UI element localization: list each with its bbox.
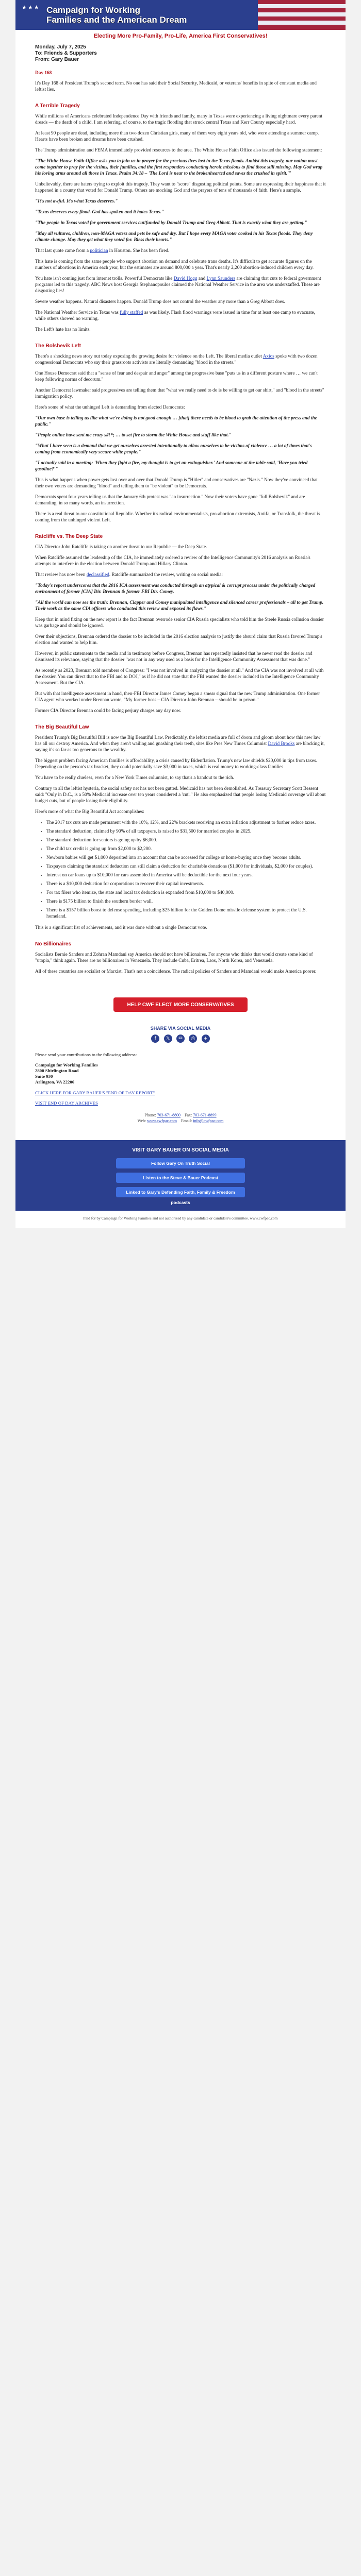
declassified-link[interactable]: declassified [86, 572, 109, 578]
paragraph: CIA Director John Ratcliffe is taking on another threat to our Republic — the Deep State. [35, 545, 207, 550]
email-icon[interactable]: ✉ [176, 1035, 185, 1043]
quote: "Texas deserves every flood. God has spoken and it hates Texas." [35, 210, 164, 215]
list-item: • Interest on car loans up to $10,000 for cars assembled in America will be deductible for the next four years. [46, 872, 326, 878]
quote: "People online have sent me crazy s#!*; … to set fire to storm the White House and stuff like that." [35, 433, 232, 438]
paragraph: Democrats spent four years telling us that the January 6th protest was "an insurrection." Now their voters have gone "full Bolshevik" and are demanding, in so many words, an insurrection. [35, 495, 305, 506]
paragraph: This is a significant list of achievements, and it was done without a single Democrat vote. [35, 925, 207, 930]
david-brooks-link[interactable]: David Brooks [268, 741, 295, 747]
stars-icon: ★★★ [22, 4, 40, 11]
share-heading: SHARE VIA SOCIAL MEDIA [150, 1026, 211, 1031]
footer-address [35, 1052, 326, 1106]
list-item: • The 2017 tax cuts are made permanent with the 10%, 12%, and 22% brackets receiving an extra inflation adjustment to further reduce taxes. [46, 820, 326, 826]
share-icons [35, 1035, 326, 1043]
archives-link[interactable]: VISIT END OF DAY ARCHIVES [35, 1100, 98, 1106]
text: You hate isn't coming just from internet trolls. Powerful Democrats like [35, 276, 174, 281]
hogg-link[interactable]: David Hogg [173, 276, 198, 281]
text: President Trump's Big Beautiful Bill is now the Big Beautiful Law. Predictably, the leftist media are full of doom and gloom about how this new law has all our destroy America. And when they aren't wailing and gnashing their teeth, sites like Pres New Times Columnist [35, 735, 321, 747]
axios-link[interactable]: Axios [262, 354, 274, 359]
email-container [15, 0, 346, 1228]
defending-faith-podcast-button[interactable]: Linked to Gary's Defending Faith, Family & Freedom podcasts [116, 1187, 245, 1197]
quote: "It's not awful. It's what Texas deserves." [35, 199, 118, 204]
paragraph: All of these countries are socialist or Marxist. That's not a coincidence. The radical policies of Sanders and Mamdani would make America poorer. [35, 969, 317, 974]
text: spoke with two dozen congressional Democrats who say their grassroots activists are literally demanding "blood in the streets." [35, 354, 318, 365]
brand-name-line2: Families and the American Dream [46, 15, 187, 25]
paragraph: You have to be really clueless, even for a New York Times columnist, to say that's a handout to the rich. [35, 775, 234, 781]
web-label: Web: [137, 1118, 146, 1123]
paragraph: The Left's hate has no limits. [35, 327, 91, 332]
paragraph: When Ratcliffe assumed the leadership of the CIA, he immediately ordered a review of the Intelligence Community's 2016 analysis on Russia's attempts to interfere in the election between Donald Trump and Hillary Clinton. [35, 555, 310, 567]
quote: "All the world can now see the truth: Brennan, Clapper and Comey manipulated intelligence and silenced career professionals – all to get Trump. Their work as the same CIA officers who conducted this review and exposed its flaws." [35, 600, 324, 612]
header-banner [15, 0, 346, 30]
list-item: • Taxpayers claiming the standard deduction can still claim a deduction for charitable donations ($1,000 for individuals, $2,000 for couples). [46, 863, 326, 870]
phone-link[interactable]: 703-671-8800 [157, 1113, 180, 1117]
fax-link[interactable]: 703-671-8899 [193, 1113, 217, 1117]
section-title-bolshevik: The Bolshevik Left [35, 343, 81, 349]
quote: "The White House Faith Office asks you to join us in prayer for the precious lives lost in the Texas floods. Amidst this tragedy, our nation must come together to pray for the victims, their families, and the first responders conducting heroic missions to find those still missing. May God wrap his loving arms around all those in Texas. Psalm 34:18 – 'The Lord is near to the brokenhearted and saves the crushed in spirit.'" [35, 159, 323, 176]
paragraph: Over their objections, Brennan ordered the dossier to be included in the 2016 election analysis to justify the absurd claim that Russia favored Trump's election and wanted to help him. [35, 634, 322, 646]
footer-address-line: 2800 Shirlington Road [35, 1068, 79, 1073]
text: and [197, 276, 207, 281]
web-link[interactable]: www.cwfpac.com [147, 1118, 177, 1123]
list-item: • Newborn babies will get $1,000 deposited into an account that can be accessed for college or home-buying once they become adults. [46, 855, 326, 861]
paragraph: Unbelievably, there are haters trying to exploit this tragedy. They want to "score" disgusting political points. Some are expressing their happiness that it happened in a county that voted for Donald Trump. Others are mocking God and the prayers of tens of thousands of faith. Here's a sample. [35, 182, 326, 193]
paragraph [35, 276, 326, 294]
quote: "Our own base is telling us like what we're doing is not good enough … [that] there needs to be blood to grab the attention of the press and the public." [35, 416, 317, 427]
paragraph: Contrary to all the leftist hysteria, the social safety net has not been gutted. Medicaid has not been demolished. As Treasury Secretary Scott Bessent said: "Only in D.C., is a 50% Medicaid increase over ten years considered a 'cut'." He also emphasized that people losing Medicaid coverage will about budget cuts, but of people losing their eligibility. [35, 786, 326, 804]
letter-to: To: Friends & Supporters [35, 50, 97, 56]
share-icon[interactable]: + [202, 1035, 210, 1043]
text: That review has now been [35, 572, 87, 578]
x-icon[interactable]: 𝕏 [164, 1035, 172, 1043]
footer-address-line: Suite 930 [35, 1074, 53, 1079]
list-item: • The child tax credit is going up from $2,000 to $2,200. [46, 846, 326, 852]
paragraph [35, 572, 326, 578]
paragraph: Keep that in mind fixing on the new report is the fact Brennan overrode senior CIA Russia specialists who told him the Steele Russia collusion dossier was garbage and should be ignored. [35, 617, 324, 629]
paragraph: Here's more of what the Big Beautiful Act accomplishes: [35, 809, 144, 815]
letter-from: From: Gary Bauer [35, 57, 79, 62]
paragraph: Socialists Bernie Sanders and Zohran Mamdani say America should not have billionaires. For anyone who thinks that would create some kind of "utopia," think again. There are no billionaires in Venezuela. They include Cuba, Eritrea, Laos, North Korea, and Venezuela. [35, 952, 313, 963]
footer-address-line: Arlington, VA 22206 [35, 1079, 75, 1084]
section-title-tragedy: A Terrible Tragedy [35, 103, 80, 109]
paragraph: The Trump administration and FEMA immediately provided resources to the area. The White House Faith Office also issued the following statement: [35, 148, 322, 153]
quote: "Today's report underscores that the 2016 ICA assessment was conducted through an atypical & corrupt process under the politically charged environment of former [CIA] Dir. Brennan & former FBI Dir. Comey. [35, 583, 316, 595]
saunders-link[interactable]: Lynn Saunders [206, 276, 236, 281]
quote: "I actually said in a meeting: 'When they fight a fire, my thought is to get an extinguisher.' And someone at the table said, 'Have you tried gasoline?'" [35, 461, 308, 472]
social-media-bar [15, 1140, 346, 1211]
list-item: • There is $175 billion to finish the southern border wall. [46, 899, 326, 905]
section-title-big-beautiful-law: The Big Beautiful Law [35, 724, 89, 730]
paragraph: This is what happens when power gets lost over and over that Donald Trump is "Hitler" and conservatives are "Nazis." Now they've convinced that their own voters are demanding "blood" and telling them to "be violent" to be Democrats. [35, 478, 318, 489]
paragraph [35, 353, 326, 366]
text: are blocking it, saying it's so far as too generous to the wealthy. [35, 741, 325, 753]
section-title-no-billionaires: No Billionaires [35, 941, 72, 947]
quote: "The people in Texas voted for government services cut/funded by Donald Trump and Greg Abbott. That is exactly what they are getting." [35, 221, 307, 226]
politician-link[interactable]: politician [90, 248, 108, 253]
paragraph: Severe weather happens. Natural disasters happen. Donald Trump does not control the weather any more than a Greg Abbott does. [35, 299, 285, 304]
phone-label: Phone: [144, 1113, 156, 1117]
fully-staffed-link[interactable]: fully staffed [120, 310, 143, 315]
list-item: • There is a $157 billion boost to defense spending, including $25 billion for the Golden Dome missile defense system to protect the U.S. homeland. [46, 907, 326, 920]
paragraph: But with that intelligence assessment in hand, then-FBI Director James Comey began a smear signal that the new Trump administration. One former CIA agent who worked under Brennan wrote, "My former boss – CIA Director John Brennan – should be in prison." [35, 691, 320, 703]
paragraph: This hate is coming from the same people who support abortion on demand and celebrate trans deaths. It's difficult to get accurate figures on the numbers of abortions in America each year, but the estimates are around 800,000 a year. That's nearly 2,200 abortion-induced children every day. [35, 259, 314, 270]
paragraph [35, 735, 326, 753]
list-item: • The standard deduction, claimed by 90% of all taxpayers, is raised to $31,500 for married couples in 2025. [46, 828, 326, 835]
text: in Houston. She has been fired. [108, 248, 170, 253]
intro-paragraph: It's Day 168 of President Trump's second term. No one has said their Social Security, Medicaid, or veterans' benefits in spite of constant media and leftist lies. [35, 81, 317, 92]
letter-date: Monday, July 7, 2025 [35, 44, 86, 50]
brand-logo[interactable] [46, 5, 187, 25]
podcast-button[interactable]: Listen to the Steve & Bauer Podcast [116, 1173, 245, 1183]
text: The National Weather Service in Texas was [35, 310, 120, 315]
tagline: Electing More Pro-Family, Pro-Life, America First Conservatives! [93, 33, 268, 39]
footer-text: Please send your contributions to the following address: [35, 1052, 137, 1057]
paragraph: Here's some of what the unhinged Left is demanding from elected Democrats: [35, 405, 185, 410]
truth-social-button[interactable]: Follow Gary On Truth Social [116, 1158, 245, 1168]
print-icon[interactable]: ⎙ [189, 1035, 197, 1043]
paragraph: However, in public statements to the media and in testimony before Congress, Brennan has repeatedly insisted that he never read the dossier and dismissed its relevance, saying that the dossier "was not in any way used as a basis for the Intelligence Community Assessment that was done." [35, 651, 313, 663]
disclaimer: Paid for by Campaign for Working Families and not authorized by any candidate or candidate's committee. www.cwfpac.com [15, 1211, 346, 1228]
paragraph [35, 310, 326, 322]
quote: "What I have seen is a demand that we get ourselves arrested intentionally to allow ourselves to be victims of violence … a lot of times that's coming from economically very secure white people." [35, 444, 312, 455]
paragraph [35, 248, 326, 254]
text: There's a shocking news story out today exposing the growing desire for violence on the Left. The liberal media outlet [35, 354, 263, 359]
achievements-list [35, 820, 326, 920]
paragraph: One House Democrat said that a "sense of fear and despair and anger" among the progressive base "puts us in a different posture where … we can't keep following norms of decorum." [35, 371, 318, 382]
text: are claiming that cuts to federal government programs led to this tragedy. ABC News host Georgia Stephanopoulos claimed the National Weather Service in the area was understaffed. These are disgusting lies! [35, 276, 321, 294]
text: as was likely. Flash flood warnings were issued in time for at least one camp to evacuate, while others showed no warning. [35, 310, 316, 321]
contact-info [35, 1112, 326, 1124]
paragraph: The biggest problem facing American families is affordability, a crisis caused by Bidenflation. Trump's new law shields $20,000 in tips from taxes. Depending on the person's tax bracket, they could potentially save $3,000 in taxes, which is real money to working-class families. [35, 758, 317, 770]
donate-button[interactable]: HELP CWF ELECT MORE CONSERVATIVES [113, 997, 248, 1012]
list-item: • There is a $10,000 deduction for corporations to recover their capital investments. [46, 881, 326, 887]
facebook-icon[interactable]: f [151, 1035, 159, 1043]
end-of-day-link[interactable]: CLICK HERE FOR GARY BAUER'S "END OF DAY REPORT" [35, 1090, 155, 1095]
fax-label: Fax: [185, 1113, 192, 1117]
paragraph: Former CIA Director Brennan could be facing perjury charges any day now. [35, 708, 182, 714]
paragraph: As recently as 2023, Brennan told members of Congress: "I was not involved in analyzing the dossier at all." And the CIA was not involved at all with the dossier. You can direct that to the FBI and to DOJ," as if he did not state that the FBI wanted the dossier included in the Intelligence Community Assessment. But the CIA. [35, 668, 324, 686]
list-item: • The standard deduction for seniors is going up by $6,000. [46, 837, 326, 843]
section-title-ratcliffe: Ratcliffe vs. The Deep State [35, 534, 103, 539]
email-label: Email: [180, 1118, 192, 1123]
paragraph: While millions of Americans celebrated Independence Day with friends and family, many in Texas were experiencing a living nightmare every parent dreads — the death of a child. I am referring, of course, to the tragic flooding that struck central Texas and Kerr County especially hard. [35, 114, 322, 125]
email-link[interactable]: info@cwfpac.com [193, 1118, 224, 1123]
paragraph: Another Democrat lawmaker said progressives are telling them that "what we really need to do is be willing to get our shirt," and "blood in the streets" immigration policy. [35, 388, 324, 399]
text: That last quote came from a [35, 248, 90, 253]
flag-graphic [258, 0, 346, 30]
letter-content [15, 44, 346, 1140]
text: . Ratcliffe summarized the review, writing on social media: [109, 572, 223, 578]
footer-org: Campaign for Working Families [35, 1062, 98, 1067]
paragraph: At least 90 people are dead, including more than two dozen Christian girls, many of them very eight years old, who were attending a summer camp. Hearts have been broken and dreams have been crushed. [35, 131, 319, 142]
brand-name-line1: Campaign for Working [46, 5, 140, 15]
paragraph: There is a real threat to our constitutional Republic. Whether it's radical environmentalists, pro-abortion extremists, Antifa, or Transfolk, the threat is coming from the unhinged violent Left. [35, 512, 320, 523]
quote: "May all vultures, children, non-MAGA voters and pets be safe and dry. But I hope every MAGA voter cooked in his Texas floods. They deny climate change. May they get what they voted for. Bless their hearts." [35, 231, 313, 243]
list-item: • For tax filers who itemize, the state and local tax deduction is expanded from $10,000 to $40,000. [46, 890, 326, 896]
social-bar-title: VISIT GARY BAUER ON SOCIAL MEDIA [132, 1147, 229, 1153]
day-counter: Day 168 [35, 71, 52, 76]
